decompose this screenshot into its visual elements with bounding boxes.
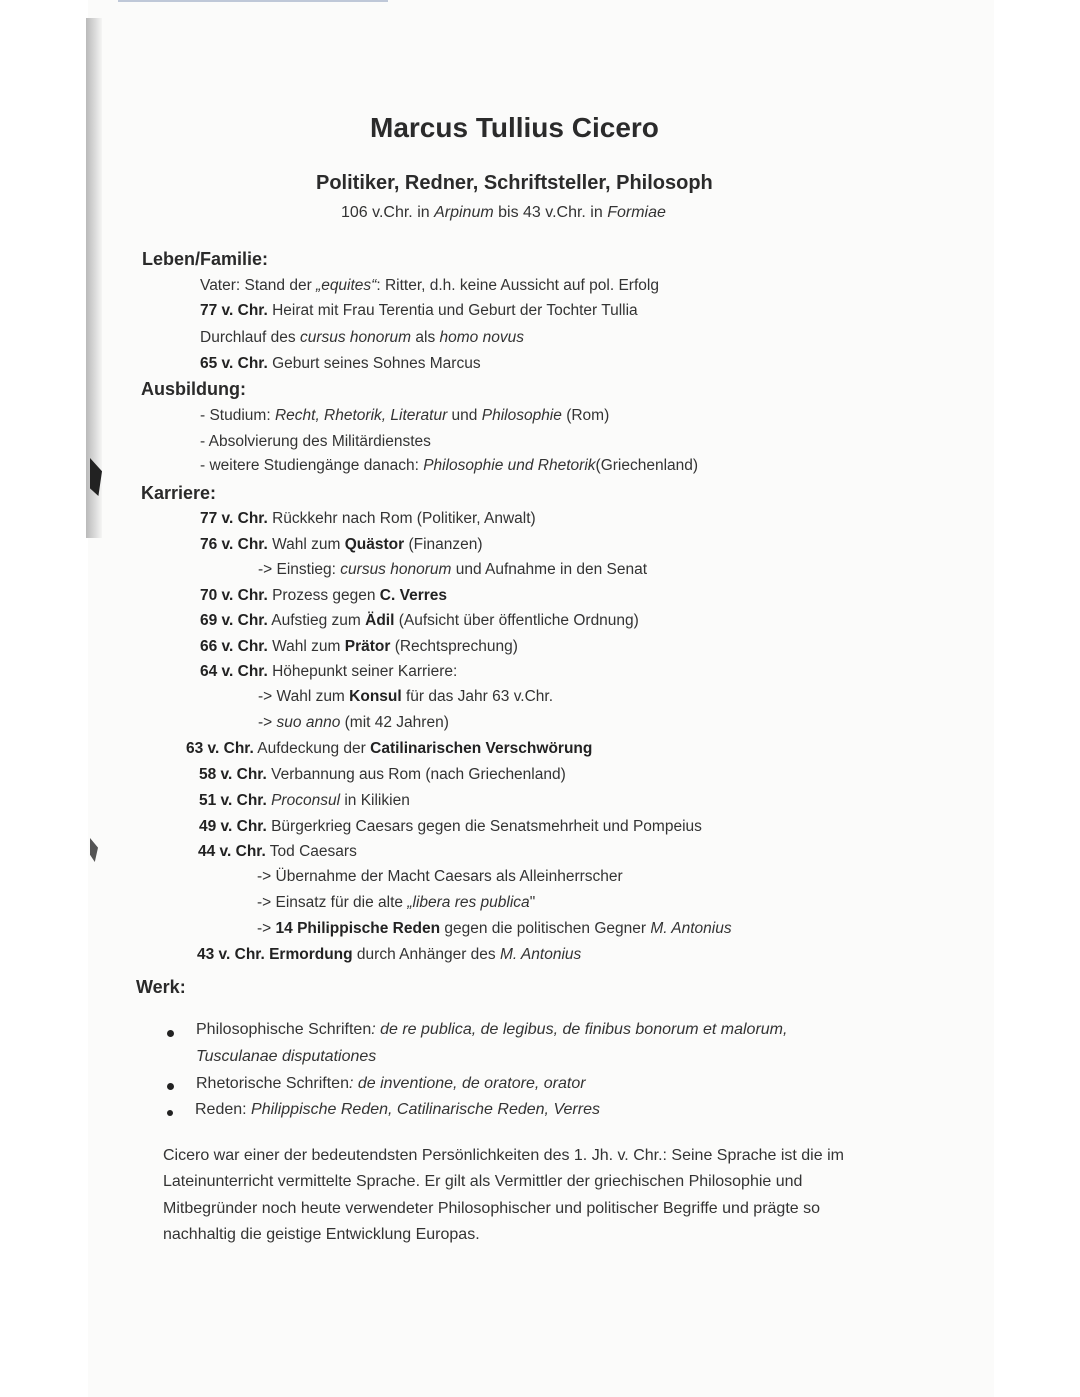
section-heading-karriere: Karriere: — [141, 483, 217, 503]
bullet-dot — [167, 1030, 174, 1037]
karriere-subline: -> Wahl zum Konsul für das Jahr 63 v.Chr. — [258, 688, 554, 705]
karriere-line: 76 v. Chr. Wahl zum Quästor (Finanzen) — [200, 536, 483, 553]
bullet-dot — [167, 1083, 174, 1090]
leben-line: 77 v. Chr. Heirat mit Frau Terentia und Geburt der Tochter Tullia — [200, 302, 638, 319]
leben-line: Durchlauf des cursus honorum als homo novus — [200, 329, 524, 346]
summary-line: nachhaltig die geistige Entwicklung Europas. — [163, 1226, 480, 1243]
karriere-subline: -> Einsatz für die alte „libera res publica" — [257, 894, 536, 911]
karriere-subline: -> suo anno (mit 42 Jahren) — [258, 714, 449, 731]
karriere-subline: -> 14 Philippische Reden gegen die politischen Gegner M. Antonius — [257, 920, 732, 937]
page-subtitle: Politiker, Redner, Schriftsteller, Philosoph — [316, 172, 713, 194]
werk-item-continuation: Tusculanae disputationes — [196, 1048, 377, 1065]
summary-line: Cicero war einer der bedeutendsten Persönlichkeiten des 1. Jh. v. Chr.: Seine Sprache ist die im — [163, 1147, 844, 1164]
section-heading-werk: Werk: — [136, 977, 186, 997]
karriere-line: 69 v. Chr. Aufstieg zum Ädil (Aufsicht über öffentliche Ordnung) — [200, 612, 639, 629]
summary-line: Lateinunterricht vermittelte Sprache. Er gilt als Vermittler der griechischen Philosophie und — [163, 1173, 803, 1190]
ausbildung-line: - weitere Studiengänge danach: Philosophie und Rhetorik(Griechenland) — [200, 457, 699, 474]
werk-item: Philosophische Schriften: de re publica, de legibus, de finibus bonorum et malorum, — [196, 1021, 788, 1038]
karriere-line: 49 v. Chr. Bürgerkrieg Caesars gegen die Senatsmehrheit und Pompeius — [199, 818, 702, 835]
bullet-dot — [167, 1110, 173, 1116]
karriere-line: 51 v. Chr. Proconsul in Kilikien — [199, 792, 410, 809]
karriere-line: 44 v. Chr. Tod Caesars — [198, 843, 357, 860]
karriere-subline: -> Übernahme der Macht Caesars als Alleinherrscher — [257, 868, 623, 885]
werk-item: Rhetorische Schriften: de inventione, de oratore, orator — [196, 1075, 586, 1092]
page-edge-shadow — [86, 18, 102, 538]
ausbildung-line: - Absolvierung des Militärdienstes — [200, 433, 431, 450]
summary-line: Mitbegründer noch heute verwendeter Philosophischer und politischer Begriffe und prägte so — [163, 1200, 820, 1217]
section-heading-ausbildung: Ausbildung: — [141, 379, 246, 399]
ausbildung-line: - Studium: Recht, Rhetorik, Literatur und Philosophie (Rom) — [200, 407, 610, 424]
karriere-line: 64 v. Chr. Höhepunkt seiner Karriere: — [200, 663, 458, 680]
page-title: Marcus Tullius Cicero — [370, 112, 659, 143]
werk-item: Reden: Philippische Reden, Catilinarische Reden, Verres — [195, 1101, 600, 1118]
karriere-line: 66 v. Chr. Wahl zum Prätor (Rechtsprechung) — [200, 638, 518, 655]
life-dates: 106 v.Chr. in Arpinum bis 43 v.Chr. in Formiae — [341, 204, 666, 221]
karriere-line: 63 v. Chr. Aufdeckung der Catilinarischen Verschwörung — [186, 740, 593, 757]
karriere-subline: -> Einstieg: cursus honorum und Aufnahme in den Senat — [258, 561, 648, 578]
leben-line: Vater: Stand der „equites“: Ritter, d.h. keine Aussicht auf pol. Erfolg — [200, 277, 659, 294]
section-heading-leben: Leben/Familie: — [142, 249, 269, 269]
leben-line: 65 v. Chr. Geburt seines Sohnes Marcus — [200, 355, 481, 372]
top-edge-line — [118, 0, 388, 2]
karriere-line: 70 v. Chr. Prozess gegen C. Verres — [200, 587, 448, 604]
karriere-line: 58 v. Chr. Verbannung aus Rom (nach Griechenland) — [199, 766, 566, 783]
karriere-line: 77 v. Chr. Rückkehr nach Rom (Politiker, Anwalt) — [200, 510, 536, 527]
karriere-line: 43 v. Chr. Ermordung durch Anhänger des M. Antonius — [197, 946, 582, 963]
